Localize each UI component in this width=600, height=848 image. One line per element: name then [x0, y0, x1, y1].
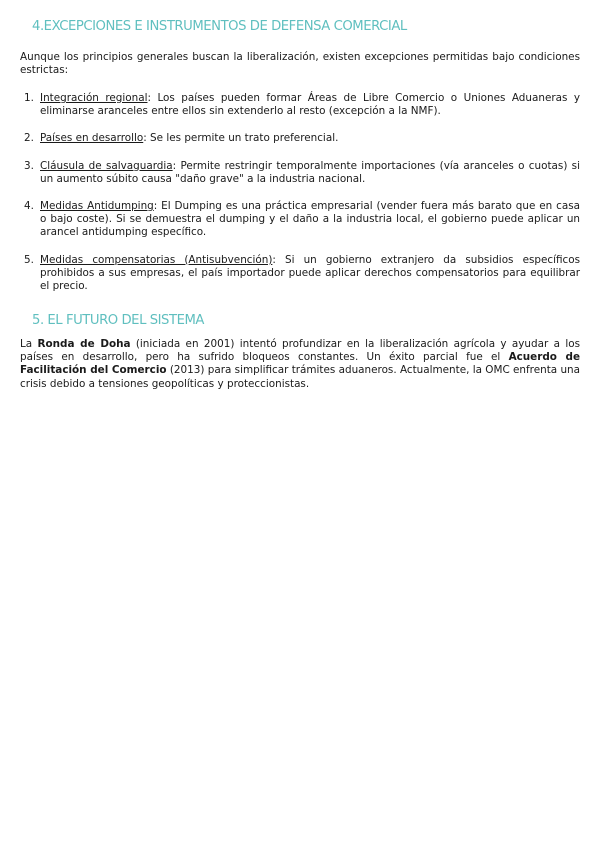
section-5-paragraph	[20, 338, 580, 391]
list-item-term: Cláusula de salvaguardia	[40, 159, 173, 172]
list-item-number: 2.	[24, 132, 34, 145]
list-item-term: Países en desarrollo	[40, 132, 144, 145]
list-item-text: : Permite restringir temporalmente importaciones (vía aranceles o cuotas) si un aumento súbito causa "daño grave" a la industria nacional.	[40, 159, 580, 185]
list-item-text: : Si un gobierno extranjero da subsidios específicos prohibidos a sus empresas, el país importador puede aplicar derechos compensatorios para equilibrar el precio.	[40, 253, 580, 293]
list-item	[20, 254, 580, 294]
list-item-number: 5.	[24, 253, 34, 266]
paragraph-text: (iniciada en 2001) intentó profundizar en la liberalización agrícola y ayudar a los países en desarrollo, pero ha sufrido bloqueos constantes. Un éxito parcial fue el	[20, 338, 580, 364]
list-item-term: Medidas compensatorias (Antisubvención)	[40, 253, 273, 266]
paragraph-text: La	[20, 338, 38, 350]
list-item	[20, 160, 580, 186]
list-item	[20, 132, 580, 145]
trade-facilitation-term: Acuerdo de Facilitación del Comercio	[20, 351, 580, 377]
list-item-text: : Los países pueden formar Áreas de Libre Comercio o Uniones Aduaneras y eliminarse aranceles entre ellos sin extenderlo al resto (excepción a la NMF).	[40, 92, 580, 118]
list-item	[20, 200, 580, 240]
paragraph-text: (2013) para simplificar trámites aduaneros. Actualmente, la OMC enfrenta una crisis debido a tensiones geopolíticas y proteccionistas.	[20, 364, 581, 390]
exceptions-list	[20, 92, 580, 293]
section-4-heading: 4.EXCEPCIONES E INSTRUMENTOS DE DEFENSA COMERCIAL	[32, 19, 407, 34]
section-5-heading: 5. EL FUTURO DEL SISTEMA	[32, 313, 204, 328]
list-item-number: 1.	[24, 92, 34, 104]
section-4-intro: Aunque los principios generales buscan la liberalización, existen excepciones permitidas bajo condiciones estrictas:	[20, 51, 580, 77]
list-item	[20, 92, 580, 118]
list-item-term: Integración regional	[40, 92, 148, 104]
list-item-text: : Se les permite un trato preferencial.	[143, 132, 339, 145]
doha-round-term: Ronda de Doha	[37, 338, 131, 350]
list-item-text: : El Dumping es una práctica empresarial (vender fuera más barato que en casa o bajo coste). Si se demuestra el dumping y el daño a la industria local, el gobierno puede aplicar un arancel antidumping específico.	[40, 200, 580, 239]
list-item-number: 4.	[24, 200, 34, 213]
list-item-number: 3.	[24, 159, 34, 172]
list-item-term: Medidas Antidumping	[40, 200, 154, 213]
